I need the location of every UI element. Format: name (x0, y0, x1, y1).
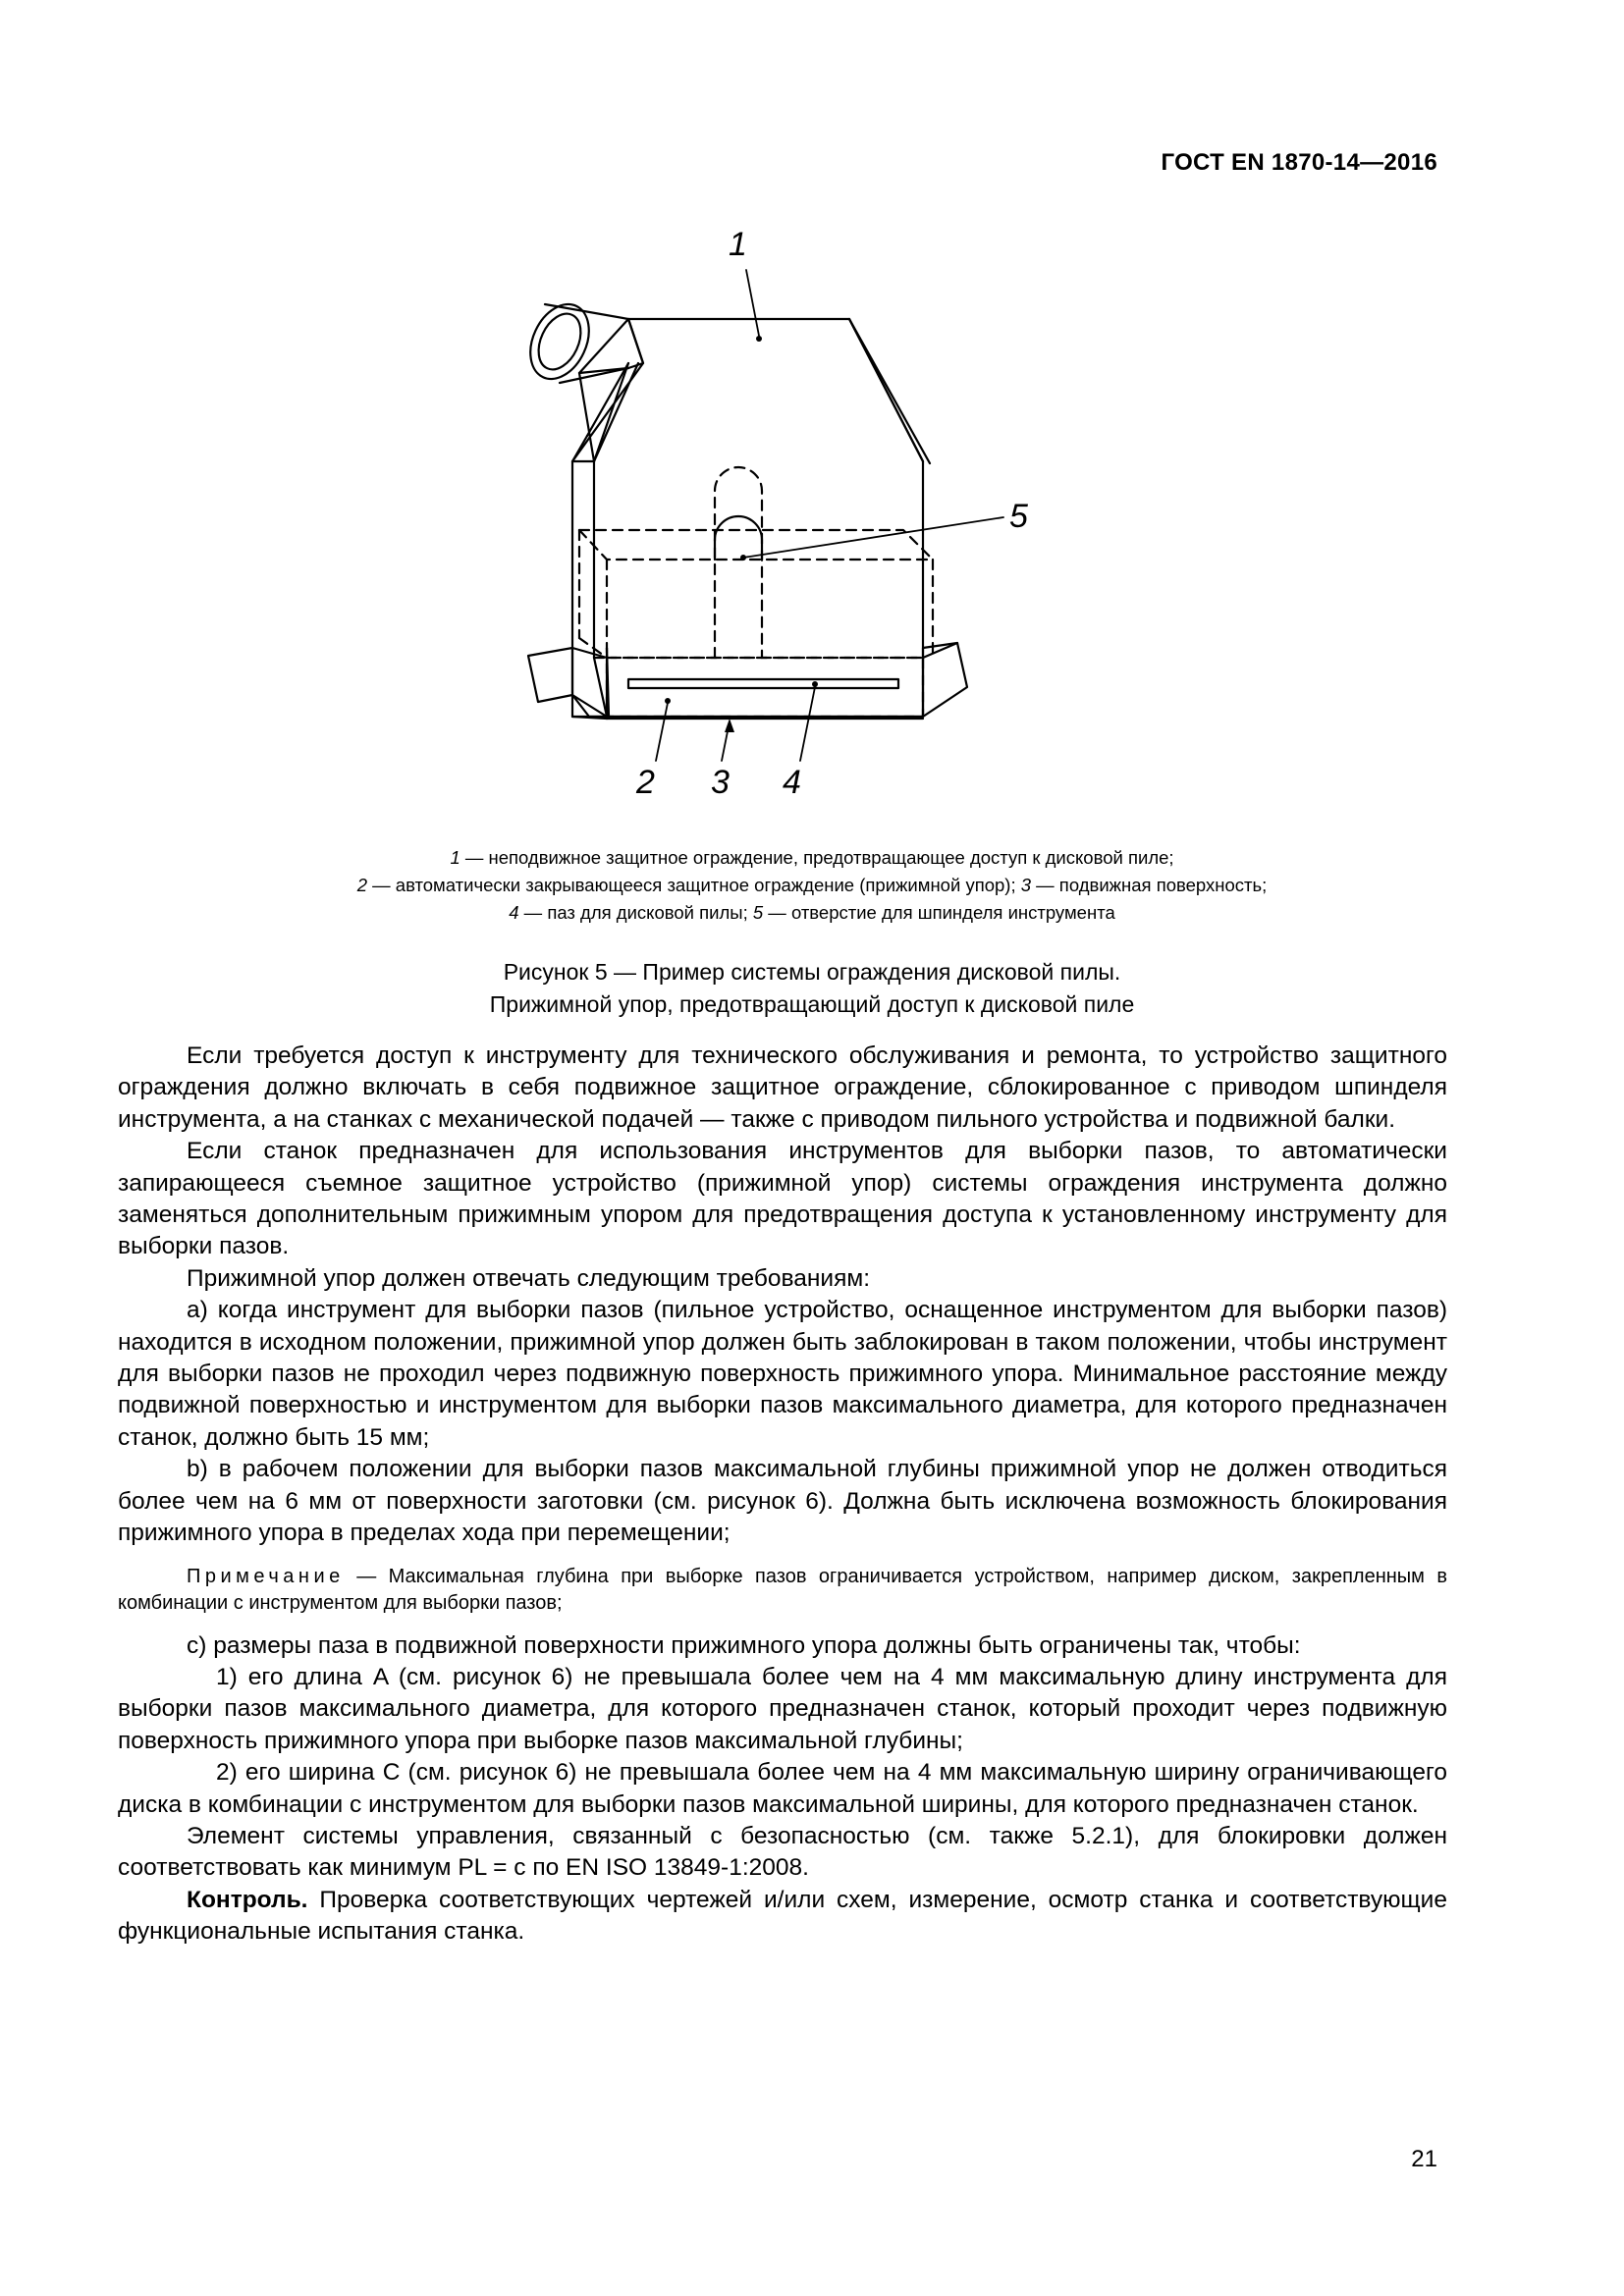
body-text (118, 1041, 1447, 1949)
callout-2: 2 (636, 764, 655, 801)
figure-caption (0, 956, 1624, 1021)
caption-line-1: Рисунок 5 — Пример системы ограждения дисковой пилы. (503, 959, 1121, 985)
figure-legend (0, 844, 1624, 927)
saw-guard-diagram (0, 226, 1624, 834)
legend-line-1: 1 — неподвижное защитное ограждение, предотвращающее доступ к дисковой пиле; (450, 847, 1174, 868)
paragraph-control (118, 1885, 1447, 1949)
item-b: b) в рабочем положении для выборки пазов максимальной глубины прижимной упор не должен отводиться более чем на 6 мм от поверхности заготовки (см. рисунок 6). Должна быть исключена возможность блокирования прижимного упора в пределах хода при перемещении; (118, 1456, 1447, 1547)
control-label: Контроль. (187, 1886, 308, 1913)
document-header: ГОСТ EN 1870-14—2016 (1161, 149, 1437, 176)
note-label: Примечание (187, 1565, 345, 1587)
item-a: a) когда инструмент для выборки пазов (пильное устройство, оснащенное инструментом для выборки пазов) находится в исходном положении, прижимной упор должен быть заблокирован в таком положении, чтобы инструмент для выборки пазов не проходил через подвижную поверхность прижимного упора. Минимальное расстояние между подвижной поверхностью и инструментом для выборки пазов максимального диаметра, для которого предназначен станок, должно быть 15 мм; (118, 1297, 1447, 1451)
figure-5-drawing (0, 226, 1624, 834)
callout-1: 1 (729, 226, 747, 263)
item-c-1: 1) его длина A (см. рисунок 6) не превышала более чем на 4 мм максимальную длину инструмента для выборки пазов максимального диаметра, для которого предназначен станок, который проходит через подвижную поверхность прижимного упора при выборке пазов максимальной глубины; (118, 1663, 1447, 1754)
paragraph-control-element: Элемент системы управления, связанный с безопасностью (см. также 5.2.1), для блокировки должен соответствовать как минимум PL = c по EN ISO 13849-1:2008. (118, 1822, 1447, 1882)
control-text: Проверка соответствующих чертежей и/или схем, измерение, осмотр станка и соответствующие функциональные испытания станка. (118, 1886, 1447, 1946)
legend-line-2: 2 — автоматически закрывающееся защитное ограждение (прижимной упор); 3 — подвижная поверхность; (356, 875, 1268, 895)
item-c-2: 2) его ширина C (см. рисунок 6) не превышала более чем на 4 мм максимальную ширину ограничивающего диска в комбинации с инструментом для выборки пазов максимальной ширины, для которого предназначен станок. (118, 1759, 1447, 1818)
caption-line-2: Прижимной упор, предотвращающий доступ к дисковой пиле (489, 991, 1135, 1017)
page-number: 21 (1411, 2146, 1437, 2172)
callout-3: 3 (711, 764, 730, 801)
item-c: c) размеры паза в подвижной поверхности прижимного упора должны быть ограничены так, чтобы: (187, 1631, 1301, 1659)
paragraph-requirements: Прижимной упор должен отвечать следующим требованиям: (187, 1264, 871, 1292)
callout-5: 5 (1009, 498, 1028, 535)
paragraph-grooving: Если станок предназначен для использования инструментов для выборки пазов, то автоматически запирающееся съемное защитное устройство (прижимной упор) системы ограждения инструмента должно заменяться дополнительным прижимным упором для предотвращения доступа к установленному инструменту для выборки пазов. (118, 1138, 1447, 1260)
note-text: — Максимальная глубина при выборке пазов ограничивается устройством, например диском, закрепленным в комбинации с инструментом для выборки пазов; (118, 1565, 1447, 1614)
callout-4: 4 (783, 764, 801, 801)
legend-line-3: 4 — паз для дисковой пилы; 5 — отверстие для шпинделя инструмента (509, 902, 1115, 923)
paragraph-access: Если требуется доступ к инструменту для технического обслуживания и ремонта, то устройство защитного ограждения должно включать в себя подвижное защитное ограждение, сблокированное с приводом шпинделя инструмента, а на станках с механической подачей — также с приводом пильного устройства и подвижной балки. (118, 1042, 1447, 1133)
note (118, 1564, 1447, 1617)
